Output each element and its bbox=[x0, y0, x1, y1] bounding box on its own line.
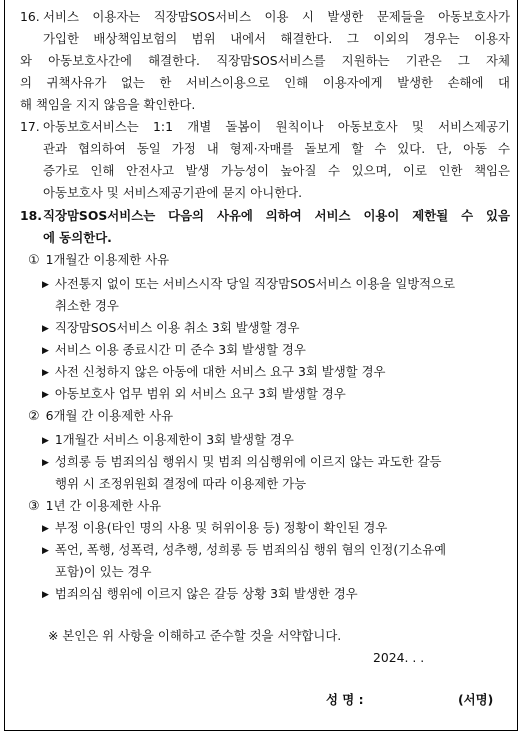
list-item: ▶ 폭언, 폭행, 성폭력, 성추행, 성희롱 등 범죄의심 행위 혐의 인정(기소유예 bbox=[42, 542, 447, 557]
clause-number: 16. bbox=[20, 9, 40, 24]
clause-line: 해 책임을 지지 않음을 확인한다. bbox=[20, 97, 196, 112]
circled-number: ② bbox=[28, 409, 40, 424]
signature-mark: (서명) bbox=[458, 692, 494, 707]
group-heading bbox=[28, 498, 161, 515]
triangle-bullet-icon: ▶ bbox=[42, 280, 49, 290]
list-item: ▶ 사전통지 없이 또는 서비스시작 당일 직장맘SOS서비스 이용을 일방적으로 bbox=[42, 276, 456, 291]
group-heading bbox=[28, 408, 173, 425]
clause-line: 의 귀책사유가 없는 한 서비스이용으로 인해 이용자에게 발생한 손해에 대 bbox=[20, 75, 510, 90]
list-item: ▶ 성희롱 등 범죄의심 행위시 및 범죄 의심행위에 이르지 않는 과도한 갈등 bbox=[42, 454, 442, 469]
list-item: ▶ 아동보호사 업무 범위 외 서비스 요구 3회 발생할 경우 bbox=[42, 386, 346, 401]
clause-line: 서비스 이용자는 직장맘SOS서비스 이용 시 발생한 문제들을 아동보호사가 bbox=[43, 9, 510, 24]
triangle-bullet-icon: ▶ bbox=[42, 324, 49, 334]
clause-line: 에 동의한다. bbox=[43, 230, 112, 245]
triangle-bullet-icon: ▶ bbox=[42, 436, 49, 446]
triangle-bullet-icon: ▶ bbox=[42, 546, 49, 556]
circled-number: ① bbox=[28, 253, 40, 268]
triangle-bullet-icon: ▶ bbox=[42, 458, 49, 468]
triangle-bullet-icon: ▶ bbox=[42, 346, 49, 356]
list-item: ▶ 서비스 이용 종료시간 미 준수 3회 발생할 경우 bbox=[42, 342, 306, 357]
list-item-continuation: 포함)이 있는 경우 bbox=[55, 564, 152, 579]
list-item: ▶ 직장맘SOS서비스 이용 취소 3회 발생할 경우 bbox=[42, 320, 300, 335]
list-item: ▶ 1개월간 서비스 이용제한이 3회 발생할 경우 bbox=[42, 432, 294, 447]
clause-line: 아동보호사 및 서비스제공기관에 묻지 아니한다. bbox=[43, 185, 303, 200]
clause-line: 관과 협의하여 동일 가정 내 형제·자매를 돌보게 할 수 있다. 단, 아동 수 bbox=[43, 141, 510, 156]
list-item-continuation: 행위 시 조정위원회 결정에 따라 이용제한 가능 bbox=[55, 476, 307, 491]
group-heading bbox=[28, 252, 169, 269]
clause-line: 증가로 인해 안전사고 발생 가능성이 높아질 수 있으며, 이로 인한 책임은 bbox=[43, 163, 510, 178]
group-title: 1개월간 이용제한 사유 bbox=[45, 252, 170, 267]
clause-line: 직장맘SOS서비스는 다음의 사유에 의하여 서비스 이용이 제한될 수 있음 bbox=[43, 208, 510, 223]
clause-number: 18. bbox=[20, 208, 42, 223]
group-title: 6개월 간 이용제한 사유 bbox=[45, 408, 174, 423]
clause-line: 가입한 배상책임보험의 범위 내에서 해결한다. 그 이외의 경우는 이용자 bbox=[43, 31, 510, 46]
list-item: ▶ 범죄의심 행위에 이르지 않은 갈등 상황 3회 발생한 경우 bbox=[42, 586, 358, 601]
group-title: 1년 간 이용제한 사유 bbox=[45, 498, 162, 513]
circled-number: ③ bbox=[28, 499, 40, 514]
triangle-bullet-icon: ▶ bbox=[42, 590, 49, 600]
signature-name-label: 성 명 : bbox=[326, 692, 364, 707]
pledge-statement: ※ 본인은 위 사항을 이해하고 준수할 것을 서약합니다. bbox=[48, 628, 342, 643]
triangle-bullet-icon: ▶ bbox=[42, 368, 49, 378]
clause-line: 와 아동보호사간에 해결한다. 직장맘SOS서비스를 지원하는 기관은 그 자체 bbox=[20, 53, 510, 68]
list-item-continuation: 취소한 경우 bbox=[55, 298, 119, 313]
triangle-bullet-icon: ▶ bbox=[42, 524, 49, 534]
clause-line: 아동보호서비스는 1:1 개별 돌봄이 원칙이나 아동보호사 및 서비스제공기 bbox=[43, 119, 510, 134]
triangle-bullet-icon: ▶ bbox=[42, 390, 49, 400]
list-item: ▶ 사전 신청하지 않은 아동에 대한 서비스 요구 3회 발생할 경우 bbox=[42, 364, 386, 379]
list-item: ▶ 부정 이용(타인 명의 사용 및 허위이용 등) 정황이 확인된 경우 bbox=[42, 520, 388, 535]
date-line: 2024. . . bbox=[373, 650, 425, 665]
clause-number: 17. bbox=[20, 119, 40, 134]
